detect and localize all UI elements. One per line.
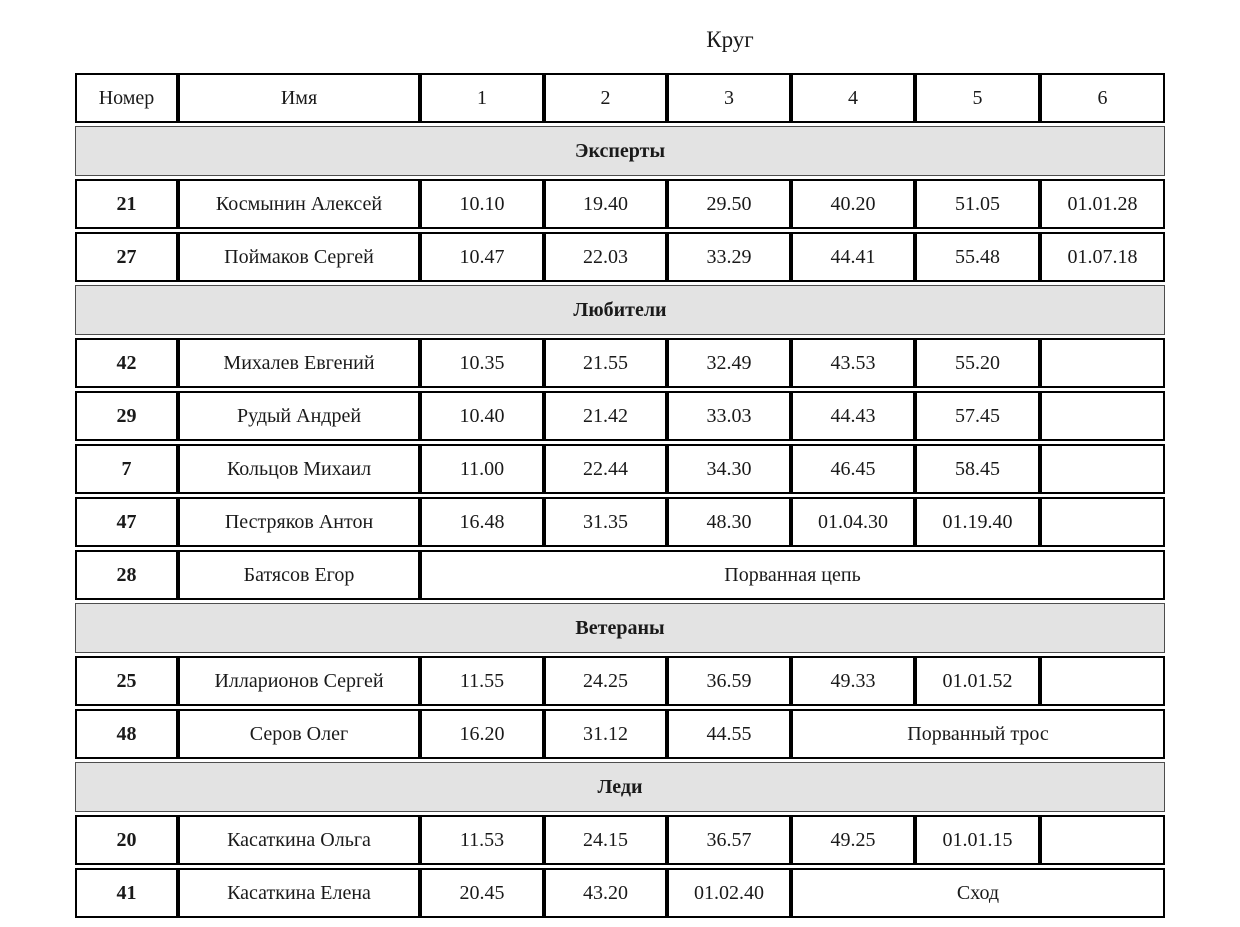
section-header-row [75,762,1165,812]
status-cell: Сход [791,868,1165,918]
rider-name: Илларионов Сергей [178,656,420,706]
rider-row [75,709,1165,759]
rider-number: 7 [75,444,178,494]
lap-time-cell: 49.25 [791,815,915,865]
lap-time-cell: 01.01.52 [915,656,1040,706]
rider-name: Касаткина Ольга [178,815,420,865]
rider-row [75,497,1165,547]
status-cell: Порванный трос [791,709,1165,759]
column-header: 5 [915,73,1040,123]
lap-time-cell: 22.44 [544,444,667,494]
lap-time-cell: 16.20 [420,709,544,759]
lap-time-cell: 44.43 [791,391,915,441]
lap-time-cell: 24.25 [544,656,667,706]
rider-name: Пестряков Антон [178,497,420,547]
lap-time-cell: 51.05 [915,179,1040,229]
lap-time-cell: 34.30 [667,444,791,494]
rider-row [75,444,1165,494]
lap-time-cell: 31.12 [544,709,667,759]
rider-number: 28 [75,550,178,600]
lap-time-cell: 31.35 [544,497,667,547]
section-label: Эксперты [75,126,1165,176]
rider-number: 25 [75,656,178,706]
lap-time-cell: 24.15 [544,815,667,865]
lap-time-cell: 01.01.15 [915,815,1040,865]
lap-time-cell: 10.40 [420,391,544,441]
lap-time-cell [1040,444,1165,494]
lap-time-cell: 40.20 [791,179,915,229]
rider-row [75,656,1165,706]
section-label: Ветераны [75,603,1165,653]
table-body [75,126,1165,918]
rider-row [75,550,1165,600]
lap-time-cell: 10.47 [420,232,544,282]
lap-time-cell: 43.20 [544,868,667,918]
rider-name: Рудый Андрей [178,391,420,441]
lap-time-cell: 58.45 [915,444,1040,494]
lap-time-cell: 36.57 [667,815,791,865]
lap-time-cell: 10.35 [420,338,544,388]
page-title: Круг [706,27,754,52]
rider-name: Касаткина Елена [178,868,420,918]
lap-time-cell: 19.40 [544,179,667,229]
title-zone [75,0,1165,70]
lap-time-cell [1040,338,1165,388]
lap-time-cell: 20.45 [420,868,544,918]
rider-name: Батясов Егор [178,550,420,600]
rider-row [75,338,1165,388]
rider-number: 48 [75,709,178,759]
column-header: 6 [1040,73,1165,123]
lap-time-cell: 49.33 [791,656,915,706]
lap-time-cell: 33.29 [667,232,791,282]
rider-name: Серов Олег [178,709,420,759]
section-header-row [75,285,1165,335]
column-header: Номер [75,73,178,123]
rider-name: Космынин Алексей [178,179,420,229]
rider-row [75,232,1165,282]
lap-time-cell: 46.45 [791,444,915,494]
rider-row [75,815,1165,865]
rider-row [75,391,1165,441]
results-page [75,0,1165,921]
rider-number: 21 [75,179,178,229]
lap-time-cell: 01.07.18 [1040,232,1165,282]
rider-number: 20 [75,815,178,865]
lap-time-cell: 36.59 [667,656,791,706]
rider-number: 42 [75,338,178,388]
lap-time-cell: 21.42 [544,391,667,441]
header-row [75,73,1165,123]
rider-name: Михалев Евгений [178,338,420,388]
column-header: 2 [544,73,667,123]
rider-row [75,179,1165,229]
lap-time-cell: 22.03 [544,232,667,282]
lap-time-cell [1040,656,1165,706]
rider-row [75,868,1165,918]
rider-number: 47 [75,497,178,547]
lap-time-cell: 43.53 [791,338,915,388]
lap-time-cell [1040,391,1165,441]
rider-number: 41 [75,868,178,918]
rider-number: 29 [75,391,178,441]
lap-time-cell: 29.50 [667,179,791,229]
section-header-row [75,126,1165,176]
rider-name: Кольцов Михаил [178,444,420,494]
lap-time-cell: 01.01.28 [1040,179,1165,229]
column-header: 4 [791,73,915,123]
lap-time-cell: 01.04.30 [791,497,915,547]
lap-time-cell [1040,815,1165,865]
rider-name: Поймаков Сергей [178,232,420,282]
status-cell: Порванная цепь [420,550,1165,600]
section-label: Любители [75,285,1165,335]
lap-time-cell: 32.49 [667,338,791,388]
lap-time-cell: 11.55 [420,656,544,706]
lap-time-cell: 11.53 [420,815,544,865]
lap-time-cell: 11.00 [420,444,544,494]
lap-time-cell: 57.45 [915,391,1040,441]
lap-time-cell: 01.19.40 [915,497,1040,547]
column-header: 1 [420,73,544,123]
lap-time-cell: 21.55 [544,338,667,388]
lap-time-cell: 44.55 [667,709,791,759]
lap-time-cell: 16.48 [420,497,544,547]
lap-time-cell: 44.41 [791,232,915,282]
lap-time-cell: 10.10 [420,179,544,229]
section-header-row [75,603,1165,653]
section-label: Леди [75,762,1165,812]
lap-time-cell [1040,497,1165,547]
lap-time-cell: 01.02.40 [667,868,791,918]
lap-time-cell: 33.03 [667,391,791,441]
column-header: Имя [178,73,420,123]
lap-time-cell: 48.30 [667,497,791,547]
lap-time-cell: 55.48 [915,232,1040,282]
lap-times-table [75,70,1165,921]
rider-number: 27 [75,232,178,282]
column-header: 3 [667,73,791,123]
lap-time-cell: 55.20 [915,338,1040,388]
